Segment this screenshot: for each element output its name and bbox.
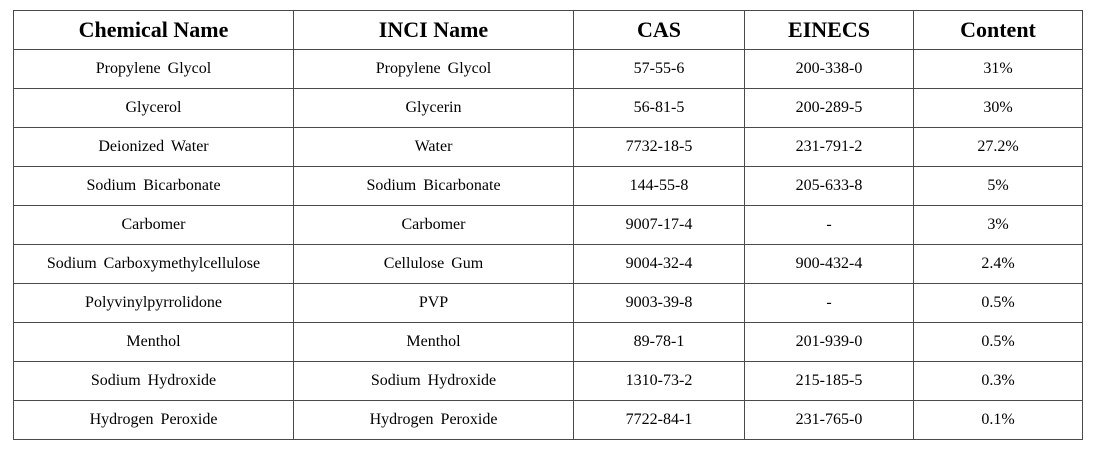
cell-einecs: 900-432-4 xyxy=(745,245,914,284)
cell-chemical-name: Deionized Water xyxy=(14,128,294,167)
cell-chemical-name: Propylene Glycol xyxy=(14,50,294,89)
cell-inci-name: Propylene Glycol xyxy=(294,50,574,89)
cell-cas: 9004-32-4 xyxy=(574,245,745,284)
cell-content: 31% xyxy=(914,50,1083,89)
cell-einecs: 231-765-0 xyxy=(745,401,914,440)
cell-chemical-name: Polyvinylpyrrolidone xyxy=(14,284,294,323)
cell-einecs: 200-289-5 xyxy=(745,89,914,128)
cell-einecs: - xyxy=(745,284,914,323)
table-row xyxy=(14,323,1083,362)
cell-einecs: 231-791-2 xyxy=(745,128,914,167)
cell-einecs: 215-185-5 xyxy=(745,362,914,401)
table-row xyxy=(14,284,1083,323)
cell-cas: 1310-73-2 xyxy=(574,362,745,401)
header-row xyxy=(14,11,1083,50)
cell-einecs: 205-633-8 xyxy=(745,167,914,206)
cell-inci-name: Hydrogen Peroxide xyxy=(294,401,574,440)
cell-einecs: - xyxy=(745,206,914,245)
header-chemical-name: Chemical Name xyxy=(14,11,294,50)
table-row xyxy=(14,401,1083,440)
cell-cas: 57-55-6 xyxy=(574,50,745,89)
cell-cas: 89-78-1 xyxy=(574,323,745,362)
cell-chemical-name: Sodium Carboxymethylcellulose xyxy=(14,245,294,284)
table-header xyxy=(14,11,1083,50)
cell-content: 0.5% xyxy=(914,284,1083,323)
cell-content: 0.1% xyxy=(914,401,1083,440)
cell-chemical-name: Sodium Bicarbonate xyxy=(14,167,294,206)
table-row xyxy=(14,89,1083,128)
cell-cas: 56-81-5 xyxy=(574,89,745,128)
table-body xyxy=(14,50,1083,440)
cell-inci-name: Water xyxy=(294,128,574,167)
ingredients-table-container xyxy=(13,10,1082,440)
cell-cas: 7732-18-5 xyxy=(574,128,745,167)
table-row xyxy=(14,245,1083,284)
cell-inci-name: Glycerin xyxy=(294,89,574,128)
cell-inci-name: Sodium Hydroxide xyxy=(294,362,574,401)
cell-inci-name: PVP xyxy=(294,284,574,323)
cell-content: 3% xyxy=(914,206,1083,245)
cell-einecs: 200-338-0 xyxy=(745,50,914,89)
header-content: Content xyxy=(914,11,1083,50)
cell-chemical-name: Sodium Hydroxide xyxy=(14,362,294,401)
table-row xyxy=(14,362,1083,401)
cell-chemical-name: Hydrogen Peroxide xyxy=(14,401,294,440)
cell-inci-name: Menthol xyxy=(294,323,574,362)
cell-einecs: 201-939-0 xyxy=(745,323,914,362)
table-row xyxy=(14,128,1083,167)
cell-cas: 144-55-8 xyxy=(574,167,745,206)
cell-chemical-name: Glycerol xyxy=(14,89,294,128)
cell-cas: 7722-84-1 xyxy=(574,401,745,440)
cell-chemical-name: Carbomer xyxy=(14,206,294,245)
cell-cas: 9007-17-4 xyxy=(574,206,745,245)
cell-inci-name: Carbomer xyxy=(294,206,574,245)
table-row xyxy=(14,167,1083,206)
cell-content: 27.2% xyxy=(914,128,1083,167)
header-inci-name: INCI Name xyxy=(294,11,574,50)
cell-content: 0.3% xyxy=(914,362,1083,401)
cell-content: 0.5% xyxy=(914,323,1083,362)
cell-cas: 9003-39-8 xyxy=(574,284,745,323)
cell-chemical-name: Menthol xyxy=(14,323,294,362)
table-row xyxy=(14,206,1083,245)
cell-inci-name: Cellulose Gum xyxy=(294,245,574,284)
header-cas: CAS xyxy=(574,11,745,50)
cell-content: 5% xyxy=(914,167,1083,206)
cell-inci-name: Sodium Bicarbonate xyxy=(294,167,574,206)
cell-content: 30% xyxy=(914,89,1083,128)
ingredients-table xyxy=(13,10,1083,440)
cell-content: 2.4% xyxy=(914,245,1083,284)
table-row xyxy=(14,50,1083,89)
header-einecs: EINECS xyxy=(745,11,914,50)
